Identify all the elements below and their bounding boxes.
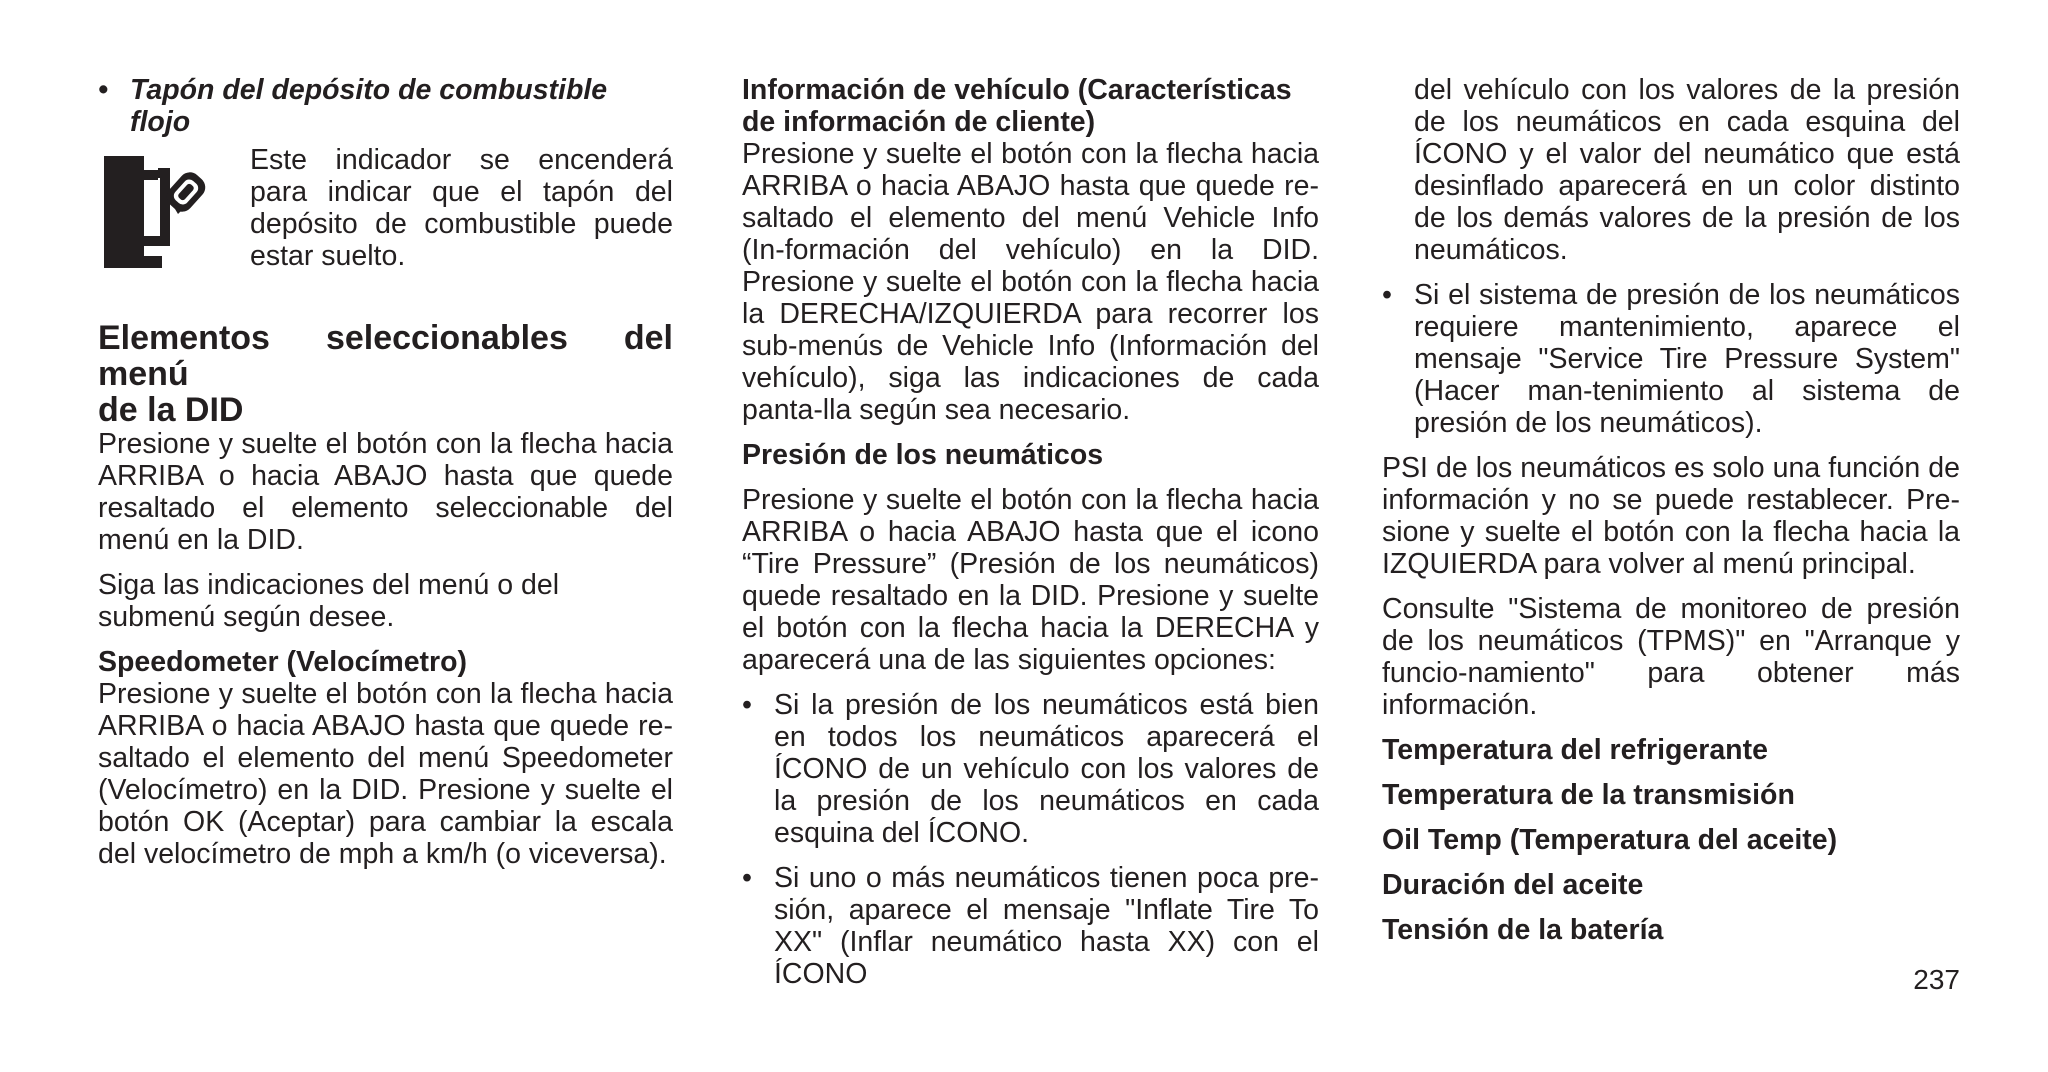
- vehicle-info-paragraph: Presione y suelte el botón con la flecha hacia ARRIBA o hacia ABAJO hasta que quede re-saltado el elemento del menú Vehicle Info (In-formación del vehículo) en la DID. Presione y suelte el botón con la flecha hacia la DERECHA/IZQUIERDA para recorrer los sub-menús de Vehicle Info (Información del vehículo), siga las indicaciones de cada panta-lla según sea necesario.: [742, 138, 1319, 426]
- coolant-temp-heading: Temperatura del refrigerante: [1382, 734, 1768, 766]
- tire-pressure-bullet-low-continued: del vehículo con los valores de la presión de los neumáticos en cada esquina del ÍCONO y el valor del neumático que está desinflado aparecerá en un color distinto de los demás valores de la presión de los neumáticos.: [1414, 74, 1960, 266]
- battery-voltage-heading: Tensión de la batería: [1382, 914, 1664, 946]
- section-intro-paragraph: Presione y suelte el botón con la flecha hacia ARRIBA o hacia ABAJO hasta que quede resaltado el elemento seleccionable del menú en la DID.: [98, 428, 673, 556]
- transmission-temp-heading: Temperatura de la transmisión: [1382, 779, 1795, 811]
- section-follow-paragraph: Siga las indicaciones del menú o del submenú según desee.: [98, 569, 560, 633]
- section-title-line1: Elementos seleccionables del menú: [98, 319, 673, 393]
- fuel-cap-description: Este indicador se encenderá para indicar que el tapón del depósito de combustible puede estar suelto.: [250, 144, 673, 272]
- tire-pressure-bullet-ok: • Si la presión de los neumáticos está bien en todos los neumáticos aparecerá el ÍCONO de un vehículo con los valores de la presión de los neumáticos en cada esquina del ÍCONO.: [742, 689, 1319, 849]
- tpms-reference-paragraph: Consulte "Sistema de monitoreo de presión de los neumáticos (TPMS)" en "Arranque y funcio-namiento" para obtener más información.: [1382, 593, 1960, 721]
- tire-pressure-paragraph: Presione y suelte el botón con la flecha hacia ARRIBA o hacia ABAJO hasta que el icono “Tire Pressure” (Presión de los neumáticos) quede resaltado en la DID. Presione y suelte el botón con la flecha hacia la DERECHA y aparecerá una de las siguientes opciones:: [742, 484, 1319, 676]
- fuel-cap-indicator-row: [98, 144, 673, 274]
- column-right: [1382, 74, 1960, 946]
- loose-fuel-cap-icon: [98, 144, 212, 272]
- page-number: 237: [1913, 964, 1960, 995]
- vehicle-info-heading-line2: de información de cliente): [742, 106, 1096, 138]
- oil-temp-heading: Oil Temp (Temperatura del aceite): [1382, 824, 1838, 856]
- tire-pressure-heading: Presión de los neumáticos: [742, 439, 1104, 471]
- column-left: [98, 74, 673, 870]
- tire-pressure-bullet-service: • Si el sistema de presión de los neumáticos requiere mantenimiento, aparece el mensaje "Service Tire Pressure System" (Hacer man-tenimiento al sistema de presión de los neumáticos).: [1382, 279, 1960, 439]
- oil-life-heading: Duración del aceite: [1382, 869, 1644, 901]
- fuel-cap-bullet: • Tapón del depósito de combustible flojo: [98, 74, 673, 138]
- speedometer-paragraph: Presione y suelte el botón con la flecha hacia ARRIBA o hacia ABAJO hasta que quede re-saltado el elemento del menú Speedometer (Velocímetro) en la DID. Presione y suelte el botón OK (Aceptar) para cambiar la escala del velocímetro de mph a km/h (o viceversa).: [98, 678, 673, 870]
- psi-paragraph: PSI de los neumáticos es solo una función de información y no se puede restablecer. Pre-sione y suelte el botón con la flecha hacia la IZQUIERDA para volver al menú principal.: [1382, 452, 1960, 580]
- vehicle-info-heading: [742, 74, 1319, 138]
- tire-pressure-bullet-low: • Si uno o más neumáticos tienen poca pre-sión, aparece el mensaje "Inflate Tire To XX" (Inflar neumático hasta XX) con el ÍCONO: [742, 862, 1319, 990]
- speedometer-heading: Speedometer (Velocímetro): [98, 646, 468, 678]
- section-title: [98, 320, 673, 428]
- vehicle-info-heading-line1: Información de vehículo (Características: [742, 74, 1292, 106]
- column-middle: [742, 74, 1319, 990]
- section-title-line2: de la DID: [98, 391, 244, 429]
